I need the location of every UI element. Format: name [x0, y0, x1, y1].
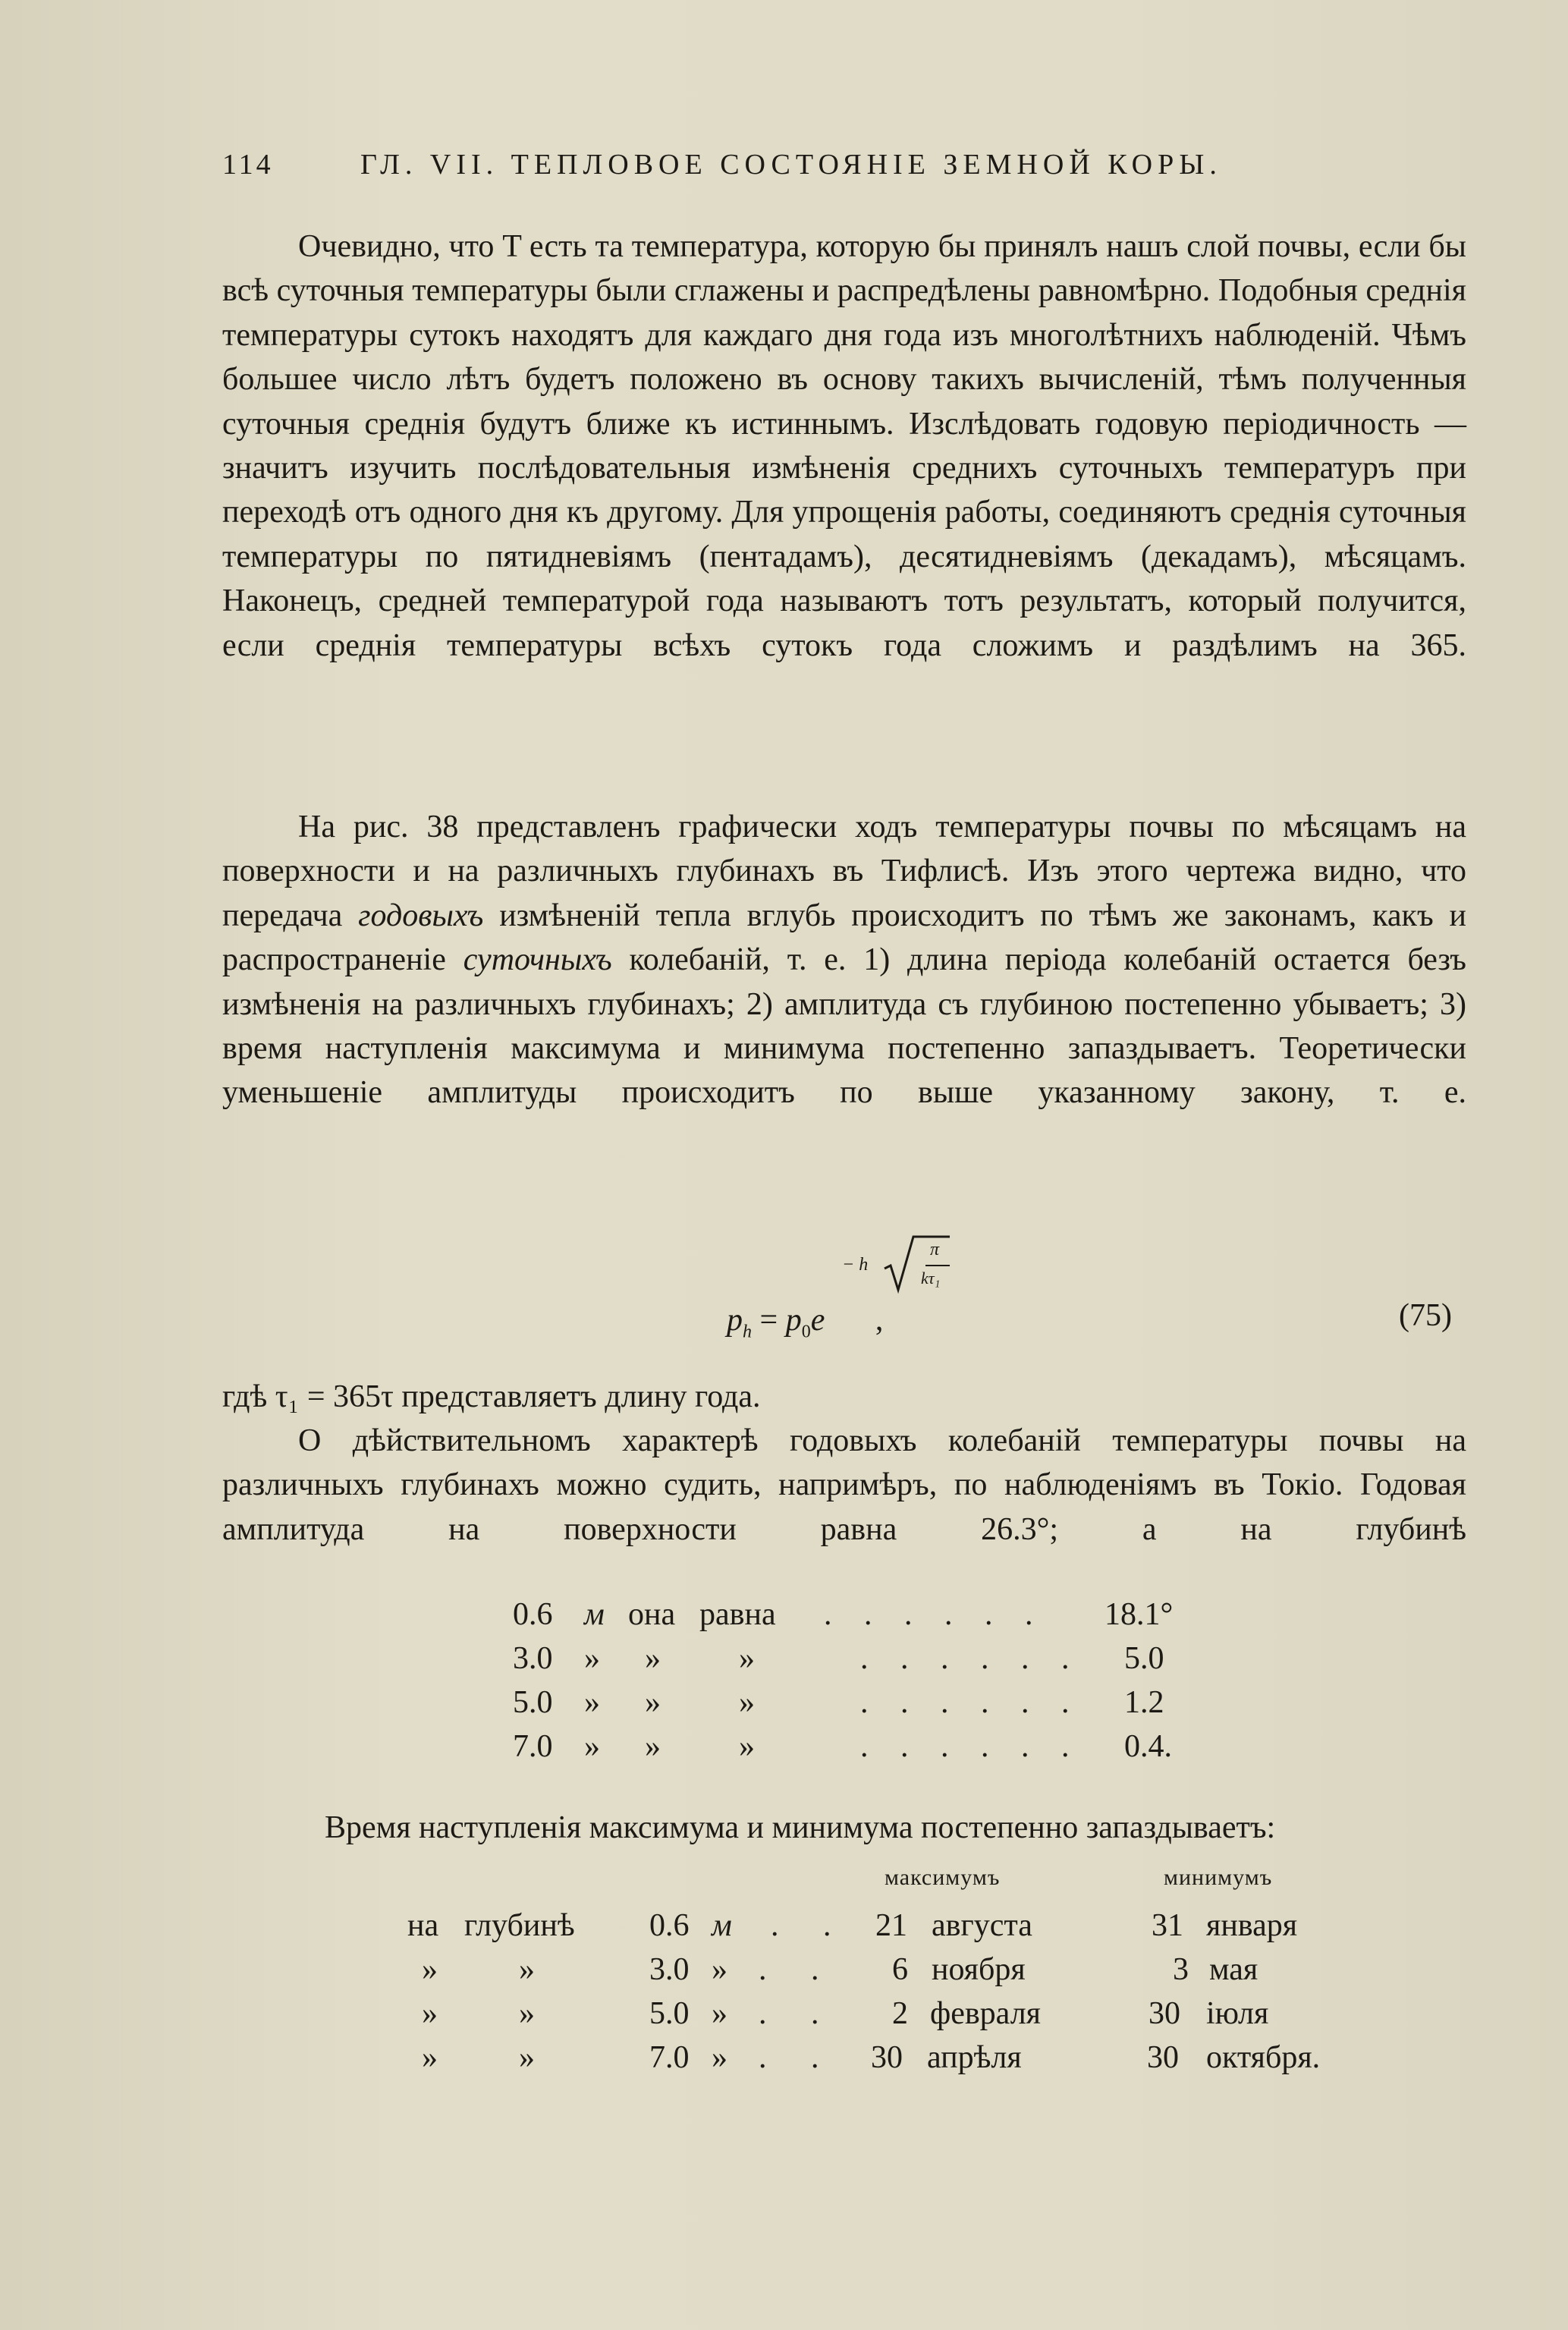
column-header-max: максимумъ [885, 1865, 1001, 1890]
formula-main [727, 1302, 883, 1342]
text-cell: » [422, 1952, 438, 1987]
max-month-cell: августа [932, 1908, 1032, 1943]
paragraph-2-text-a: На рис. 38 представленъ графически ходъ температуры почвы по мѣсяцамъ на поверхности и на различныхъ глубинахъ въ Тифлисѣ. Изъ этого чертежа видно, что передача [222, 810, 1466, 933]
formula-exponent [842, 1235, 1017, 1288]
text-cell: » [422, 1996, 438, 2031]
text-cell: на [407, 1908, 439, 1943]
min-month-cell: мая [1209, 1952, 1258, 1987]
unit-cell: » [712, 1996, 727, 2031]
paragraph-4 [222, 1419, 1466, 1552]
text-cell: » [645, 1729, 661, 1764]
exponent-sign: − h [842, 1255, 869, 1275]
max-day-cell: 30 [871, 2040, 903, 2075]
depth-cell: 0.6 [649, 1908, 690, 1943]
paragraph-5-text: Время наступленія максимума и минимума постепенно запаздываетъ: [325, 1810, 1276, 1845]
unit-cell: м [584, 1597, 605, 1632]
leader-dots: . . . . . . [860, 1641, 1082, 1676]
value-cell: 18.1° [1105, 1597, 1174, 1632]
paragraph-2 [222, 805, 1466, 1115]
max-day-cell: 21 [875, 1908, 907, 1943]
text-cell: » [519, 2040, 535, 2075]
equation-number: (75) [1399, 1298, 1452, 1333]
unit-cell: м [712, 1908, 732, 1943]
unit-cell: » [584, 1685, 600, 1720]
min-month-cell: іюля [1206, 1996, 1269, 2031]
leader-dots: . . . . . . [860, 1729, 1082, 1764]
max-day-cell: 6 [892, 1952, 908, 1987]
depth-cell: 0.6 [513, 1597, 553, 1632]
square-root-icon [883, 1235, 951, 1296]
value-cell: 5.0 [1124, 1641, 1164, 1676]
paragraph-3 [222, 1375, 1466, 1419]
paragraph-1-text: Очевидно, что T есть та температура, которую бы принялъ нашъ слой почвы, если бы всѣ суточныя температуры были сглажены и распредѣлены равномѣрно. Подобныя среднія температуры сутокъ находятъ для каждаго дня года изъ многолѣтнихъ наблюденій. Чѣмъ большее число лѣтъ будетъ положено въ основу такихъ вычисленій, тѣмъ полученныя суточныя среднія будутъ ближе къ истиннымъ. Изслѣдовать годовую періодичность — значитъ изучить послѣдовательныя измѣненія среднихъ суточныхъ температуръ при переходѣ отъ одного дня къ другому. Для упрощенія работы, соединяютъ среднія суточныя температуры по пятидневіямъ (пентадамъ), десятидневіямъ (декадамъ), мѣсяцамъ. Наконецъ, средней температурой года называютъ тотъ результатъ, который получится, если среднія температуры всѣхъ сутокъ года сложимъ и раздѣлимъ на 365. [222, 229, 1466, 663]
paragraph-2-italic-2: суточныхъ [463, 942, 612, 978]
paragraph-4-text: О дѣйствительномъ характерѣ годовыхъ колебаній температуры почвы на различныхъ глубинахъ можно судить, напримѣръ, по наблюденіямъ въ Токіо. Годовая амплитуда на поверхности равна 26.3°; а на глубинѣ [222, 1423, 1466, 1547]
depth-cell: 7.0 [649, 2040, 690, 2075]
min-day-cell: 31 [1152, 1908, 1183, 1943]
leader-dots: . . [759, 1952, 837, 1987]
leader-dots: . . . . . . [824, 1597, 1045, 1632]
formula-p0: p [785, 1303, 802, 1338]
paragraph-2-text-c: колебаній, т. е. 1) длина періода колебаній остается безъ измѣненія на различныхъ глубинахъ; 2) амплитуда съ глубиною постепенно убываетъ; 3) время наступленія максимума и минимума постепенно запаздываетъ. Теоретически уменьшеніе амплитуды происходитъ по выше указанному закону, т. е. [222, 942, 1467, 1111]
formula-comma: , [875, 1303, 884, 1338]
formula-e: e [810, 1303, 825, 1338]
depth-cell: 3.0 [513, 1641, 553, 1676]
formula-p0-sub: 0 [801, 1322, 811, 1342]
depth-cell: 5.0 [649, 1996, 690, 2031]
unit-cell: » [584, 1729, 600, 1764]
leader-dots: . . [759, 2040, 837, 2075]
leader-dots: . . [759, 1996, 837, 2031]
text-cell: она [628, 1597, 676, 1632]
min-day-cell: 30 [1147, 2040, 1179, 2075]
fraction-numerator: π [930, 1240, 940, 1259]
text-cell: » [739, 1685, 755, 1720]
leader-dots: . . [771, 1908, 850, 1943]
min-month-cell: октября. [1206, 2040, 1321, 2075]
paragraph-2-text-b: измѣненій тепла вглубь происходитъ по тѣмъ же законамъ, какъ и распространеніе [222, 898, 1467, 978]
text-cell: » [739, 1729, 755, 1764]
text-cell: » [739, 1641, 755, 1676]
max-month-cell: апрѣля [927, 2040, 1022, 2075]
text-cell: » [519, 1996, 535, 2031]
value-cell: 1.2 [1124, 1685, 1164, 1720]
max-month-cell: февраля [930, 1996, 1041, 2031]
min-day-cell: 3 [1173, 1952, 1189, 1987]
paragraph-3-text: гдѣ τ₁ = 365τ представляетъ длину года. [222, 1379, 761, 1414]
text-cell: равна [699, 1597, 776, 1632]
paragraph-2-italic-1: годовыхъ [358, 898, 484, 933]
text-cell: » [645, 1685, 661, 1720]
depth-cell: 3.0 [649, 1952, 690, 1987]
fraction-denominator: kτ₁ [921, 1269, 941, 1288]
text-cell: » [645, 1641, 661, 1676]
unit-cell: » [584, 1641, 600, 1676]
leader-dots: . . . . . . [860, 1685, 1082, 1720]
value-cell: 0.4. [1124, 1729, 1172, 1764]
min-day-cell: 30 [1149, 1996, 1180, 2031]
unit-cell: » [712, 2040, 727, 2075]
running-header [222, 148, 1322, 181]
text-cell: глубинѣ [464, 1908, 575, 1943]
max-day-cell: 2 [892, 1996, 908, 2031]
min-month-cell: января [1206, 1908, 1298, 1943]
formula-p-sub: h [743, 1322, 752, 1342]
page-number: 114 [222, 149, 274, 181]
paragraph-1 [222, 225, 1466, 668]
formula-equals: = [759, 1303, 778, 1338]
column-header-min: минимумъ [1164, 1865, 1273, 1890]
unit-cell: » [712, 1952, 727, 1987]
paragraph-5 [325, 1806, 1478, 1850]
depth-cell: 5.0 [513, 1685, 553, 1720]
max-month-cell: ноября [932, 1952, 1026, 1987]
text-cell: » [519, 1952, 535, 1987]
text-cell: » [422, 2040, 438, 2075]
formula-p: p [727, 1303, 743, 1338]
depth-cell: 7.0 [513, 1729, 553, 1764]
chapter-title: ГЛ. VII. ТЕПЛОВОЕ СОСТОЯНІЕ ЗЕМНОЙ КОРЫ. [360, 149, 1222, 181]
